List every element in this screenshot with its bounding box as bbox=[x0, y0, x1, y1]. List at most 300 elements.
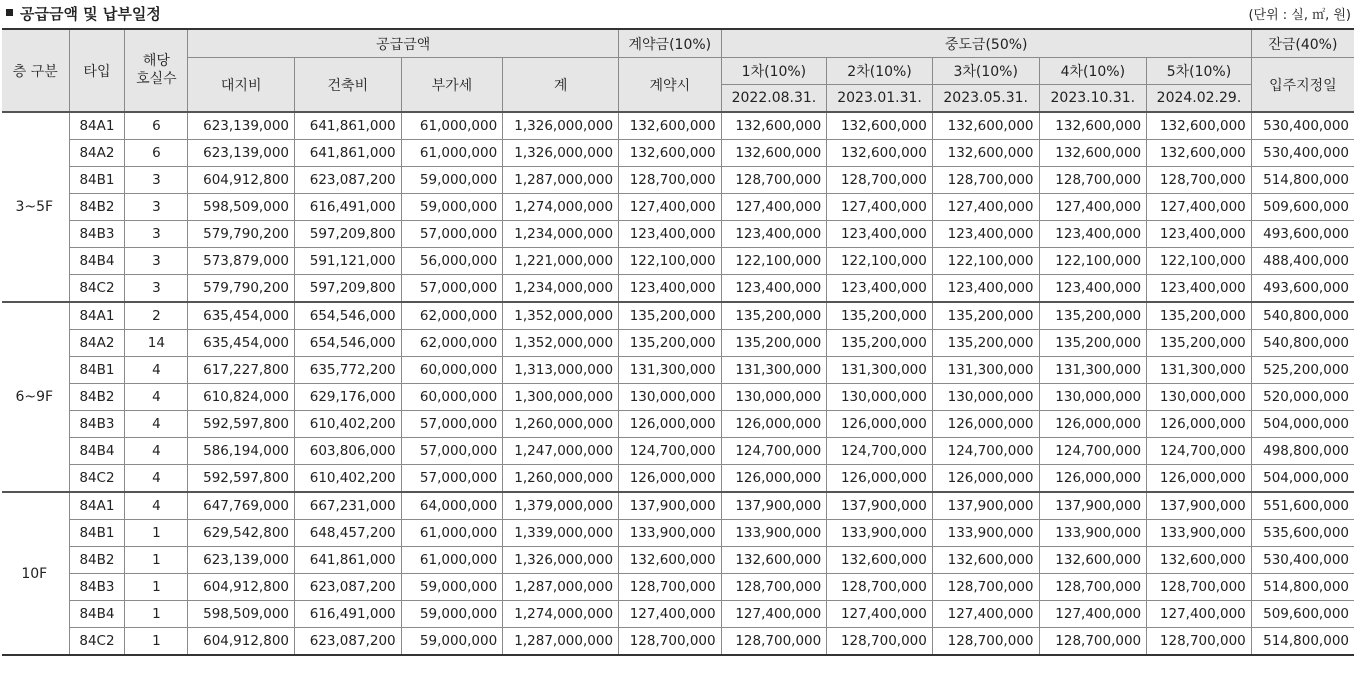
amount-cell: 1,300,000,000 bbox=[503, 384, 619, 411]
header-total: 계 bbox=[503, 58, 619, 113]
amount-cell: 57,000,000 bbox=[401, 465, 503, 493]
amount-cell: 132,600,000 bbox=[619, 547, 722, 574]
amount-cell: 667,231,000 bbox=[295, 492, 402, 520]
amount-cell: 509,600,000 bbox=[1251, 601, 1354, 628]
amount-cell: 132,600,000 bbox=[619, 140, 722, 167]
amount-cell: 514,800,000 bbox=[1251, 167, 1354, 194]
amount-cell: 1,352,000,000 bbox=[503, 302, 619, 330]
amount-cell: 128,700,000 bbox=[1039, 167, 1147, 194]
amount-cell: 61,000,000 bbox=[401, 547, 503, 574]
amount-cell: 509,600,000 bbox=[1251, 194, 1354, 221]
type-cell: 84B1 bbox=[69, 167, 125, 194]
amount-cell: 648,457,200 bbox=[295, 520, 402, 547]
table-row bbox=[2, 140, 1354, 167]
amount-cell: 132,600,000 bbox=[619, 112, 722, 140]
header-land: 대지비 bbox=[188, 58, 295, 113]
type-cell: 84B3 bbox=[69, 574, 125, 601]
amount-cell: 135,200,000 bbox=[619, 302, 722, 330]
units-cell: 4 bbox=[125, 384, 188, 411]
amount-cell: 573,879,000 bbox=[188, 248, 295, 275]
amount-cell: 1,260,000,000 bbox=[503, 411, 619, 438]
amount-cell: 635,454,000 bbox=[188, 330, 295, 357]
type-cell: 84B2 bbox=[69, 194, 125, 221]
type-cell: 84A2 bbox=[69, 330, 125, 357]
amount-cell: 130,000,000 bbox=[619, 384, 722, 411]
amount-cell: 127,400,000 bbox=[721, 194, 827, 221]
amount-cell: 610,824,000 bbox=[188, 384, 295, 411]
amount-cell: 135,200,000 bbox=[827, 302, 933, 330]
amount-cell: 130,000,000 bbox=[1147, 384, 1252, 411]
amount-cell: 126,000,000 bbox=[1147, 465, 1252, 493]
amount-cell: 1,274,000,000 bbox=[503, 194, 619, 221]
amount-cell: 540,800,000 bbox=[1251, 302, 1354, 330]
amount-cell: 598,509,000 bbox=[188, 194, 295, 221]
amount-cell: 123,400,000 bbox=[1147, 275, 1252, 303]
amount-cell: 132,600,000 bbox=[1147, 547, 1252, 574]
amount-cell: 132,600,000 bbox=[1147, 140, 1252, 167]
table-row bbox=[2, 628, 1354, 656]
floor-group bbox=[2, 112, 1354, 302]
header-type: 타입 bbox=[69, 29, 125, 112]
amount-cell: 530,400,000 bbox=[1251, 140, 1354, 167]
amount-cell: 59,000,000 bbox=[401, 628, 503, 656]
amount-cell: 598,509,000 bbox=[188, 601, 295, 628]
floor-label: 6~9F bbox=[2, 302, 69, 492]
amount-cell: 579,790,200 bbox=[188, 275, 295, 303]
type-cell: 84B2 bbox=[69, 384, 125, 411]
table-row bbox=[2, 492, 1354, 520]
amount-cell: 131,300,000 bbox=[827, 357, 933, 384]
amount-cell: 128,700,000 bbox=[827, 167, 933, 194]
table-row bbox=[2, 411, 1354, 438]
type-cell: 84B4 bbox=[69, 438, 125, 465]
amount-cell: 132,600,000 bbox=[721, 140, 827, 167]
amount-cell: 132,600,000 bbox=[827, 140, 933, 167]
unit-note: (단위 : 실, ㎡, 원) bbox=[1248, 8, 1351, 23]
amount-cell: 1,260,000,000 bbox=[503, 465, 619, 493]
amount-cell: 623,139,000 bbox=[188, 547, 295, 574]
units-cell: 4 bbox=[125, 438, 188, 465]
amount-cell: 127,400,000 bbox=[1039, 194, 1147, 221]
units-cell: 4 bbox=[125, 411, 188, 438]
amount-cell: 635,772,200 bbox=[295, 357, 402, 384]
units-cell: 2 bbox=[125, 302, 188, 330]
amount-cell: 128,700,000 bbox=[619, 167, 722, 194]
amount-cell: 1,313,000,000 bbox=[503, 357, 619, 384]
table-row bbox=[2, 302, 1354, 330]
amount-cell: 128,700,000 bbox=[1039, 574, 1147, 601]
amount-cell: 604,912,800 bbox=[188, 167, 295, 194]
units-cell: 1 bbox=[125, 628, 188, 656]
type-cell: 84B1 bbox=[69, 520, 125, 547]
amount-cell: 133,900,000 bbox=[721, 520, 827, 547]
amount-cell: 57,000,000 bbox=[401, 275, 503, 303]
units-cell: 3 bbox=[125, 194, 188, 221]
amount-cell: 514,800,000 bbox=[1251, 574, 1354, 601]
amount-cell: 135,200,000 bbox=[932, 330, 1039, 357]
amount-cell: 135,200,000 bbox=[827, 330, 933, 357]
amount-cell: 623,139,000 bbox=[188, 140, 295, 167]
type-cell: 84C2 bbox=[69, 628, 125, 656]
amount-cell: 137,900,000 bbox=[1147, 492, 1252, 520]
table-row bbox=[2, 194, 1354, 221]
amount-cell: 133,900,000 bbox=[827, 520, 933, 547]
type-cell: 84B3 bbox=[69, 411, 125, 438]
type-cell: 84B3 bbox=[69, 221, 125, 248]
header-middle: 중도금(50%) bbox=[721, 29, 1251, 58]
table-row bbox=[2, 384, 1354, 411]
units-cell: 1 bbox=[125, 520, 188, 547]
units-cell: 4 bbox=[125, 465, 188, 493]
amount-cell: 57,000,000 bbox=[401, 438, 503, 465]
amount-cell: 604,912,800 bbox=[188, 574, 295, 601]
amount-cell: 128,700,000 bbox=[932, 628, 1039, 656]
amount-cell: 540,800,000 bbox=[1251, 330, 1354, 357]
table-row bbox=[2, 330, 1354, 357]
amount-cell: 1,379,000,000 bbox=[503, 492, 619, 520]
table-row bbox=[2, 438, 1354, 465]
amount-cell: 525,200,000 bbox=[1251, 357, 1354, 384]
amount-cell: 126,000,000 bbox=[1039, 411, 1147, 438]
amount-cell: 128,700,000 bbox=[721, 628, 827, 656]
type-cell: 84A1 bbox=[69, 492, 125, 520]
amount-cell: 127,400,000 bbox=[619, 194, 722, 221]
amount-cell: 60,000,000 bbox=[401, 357, 503, 384]
amount-cell: 131,300,000 bbox=[932, 357, 1039, 384]
amount-cell: 128,700,000 bbox=[932, 167, 1039, 194]
amount-cell: 132,600,000 bbox=[1039, 140, 1147, 167]
amount-cell: 493,600,000 bbox=[1251, 221, 1354, 248]
amount-cell: 124,700,000 bbox=[721, 438, 827, 465]
header-balance-sub: 입주지정일 bbox=[1251, 58, 1354, 113]
amount-cell: 126,000,000 bbox=[721, 411, 827, 438]
amount-cell: 123,400,000 bbox=[932, 275, 1039, 303]
amount-cell: 131,300,000 bbox=[1147, 357, 1252, 384]
amount-cell: 132,600,000 bbox=[1039, 547, 1147, 574]
amount-cell: 1,339,000,000 bbox=[503, 520, 619, 547]
amount-cell: 64,000,000 bbox=[401, 492, 503, 520]
amount-cell: 629,542,800 bbox=[188, 520, 295, 547]
amount-cell: 62,000,000 bbox=[401, 302, 503, 330]
amount-cell: 133,900,000 bbox=[619, 520, 722, 547]
type-cell: 84C2 bbox=[69, 465, 125, 493]
amount-cell: 592,597,800 bbox=[188, 465, 295, 493]
amount-cell: 127,400,000 bbox=[827, 194, 933, 221]
amount-cell: 623,139,000 bbox=[188, 112, 295, 140]
amount-cell: 59,000,000 bbox=[401, 601, 503, 628]
amount-cell: 132,600,000 bbox=[1039, 112, 1147, 140]
amount-cell: 131,300,000 bbox=[721, 357, 827, 384]
amount-cell: 126,000,000 bbox=[721, 465, 827, 493]
amount-cell: 493,600,000 bbox=[1251, 275, 1354, 303]
amount-cell: 123,400,000 bbox=[1147, 221, 1252, 248]
amount-cell: 128,700,000 bbox=[619, 574, 722, 601]
type-cell: 84B4 bbox=[69, 601, 125, 628]
amount-cell: 122,100,000 bbox=[721, 248, 827, 275]
amount-cell: 59,000,000 bbox=[401, 167, 503, 194]
amount-cell: 127,400,000 bbox=[827, 601, 933, 628]
table-row bbox=[2, 465, 1354, 493]
amount-cell: 135,200,000 bbox=[1147, 330, 1252, 357]
amount-cell: 1,287,000,000 bbox=[503, 167, 619, 194]
amount-cell: 123,400,000 bbox=[1039, 275, 1147, 303]
amount-cell: 62,000,000 bbox=[401, 330, 503, 357]
table-row bbox=[2, 357, 1354, 384]
amount-cell: 123,400,000 bbox=[932, 221, 1039, 248]
header-building: 건축비 bbox=[295, 58, 402, 113]
header-middle-5: 5차(10%) bbox=[1147, 58, 1252, 85]
amount-cell: 488,400,000 bbox=[1251, 248, 1354, 275]
amount-cell: 137,900,000 bbox=[721, 492, 827, 520]
amount-cell: 530,400,000 bbox=[1251, 112, 1354, 140]
table-row bbox=[2, 547, 1354, 574]
amount-cell: 130,000,000 bbox=[1039, 384, 1147, 411]
amount-cell: 635,454,000 bbox=[188, 302, 295, 330]
units-cell: 6 bbox=[125, 140, 188, 167]
amount-cell: 1,234,000,000 bbox=[503, 221, 619, 248]
amount-cell: 135,200,000 bbox=[1039, 302, 1147, 330]
amount-cell: 128,700,000 bbox=[827, 628, 933, 656]
units-cell: 14 bbox=[125, 330, 188, 357]
amount-cell: 126,000,000 bbox=[619, 411, 722, 438]
amount-cell: 60,000,000 bbox=[401, 384, 503, 411]
table-row bbox=[2, 167, 1354, 194]
header-date-3: 2023.05.31. bbox=[932, 85, 1039, 113]
floor-label: 3~5F bbox=[2, 112, 69, 302]
header-units: 해당 호실수 bbox=[125, 29, 188, 112]
amount-cell: 1,234,000,000 bbox=[503, 275, 619, 303]
amount-cell: 124,700,000 bbox=[1147, 438, 1252, 465]
amount-cell: 647,769,000 bbox=[188, 492, 295, 520]
amount-cell: 623,087,200 bbox=[295, 574, 402, 601]
amount-cell: 586,194,000 bbox=[188, 438, 295, 465]
units-cell: 3 bbox=[125, 167, 188, 194]
amount-cell: 127,400,000 bbox=[932, 194, 1039, 221]
amount-cell: 61,000,000 bbox=[401, 520, 503, 547]
amount-cell: 137,900,000 bbox=[827, 492, 933, 520]
header-middle-4: 4차(10%) bbox=[1039, 58, 1147, 85]
amount-cell: 132,600,000 bbox=[932, 112, 1039, 140]
amount-cell: 128,700,000 bbox=[1147, 628, 1252, 656]
amount-cell: 1,287,000,000 bbox=[503, 628, 619, 656]
amount-cell: 133,900,000 bbox=[932, 520, 1039, 547]
units-cell: 4 bbox=[125, 357, 188, 384]
amount-cell: 504,000,000 bbox=[1251, 465, 1354, 493]
amount-cell: 135,200,000 bbox=[721, 330, 827, 357]
table-header bbox=[2, 29, 1354, 112]
amount-cell: 135,200,000 bbox=[932, 302, 1039, 330]
amount-cell: 1,326,000,000 bbox=[503, 547, 619, 574]
amount-cell: 128,700,000 bbox=[721, 167, 827, 194]
table-row bbox=[2, 221, 1354, 248]
amount-cell: 123,400,000 bbox=[619, 275, 722, 303]
header-date-2: 2023.01.31. bbox=[827, 85, 933, 113]
amount-cell: 504,000,000 bbox=[1251, 411, 1354, 438]
amount-cell: 127,400,000 bbox=[619, 601, 722, 628]
page-title-text: 공급금액 및 납부일정 bbox=[20, 5, 161, 23]
amount-cell: 122,100,000 bbox=[1039, 248, 1147, 275]
amount-cell: 126,000,000 bbox=[827, 465, 933, 493]
header-contract-sub: 계약시 bbox=[619, 58, 722, 113]
amount-cell: 1,326,000,000 bbox=[503, 140, 619, 167]
amount-cell: 132,600,000 bbox=[721, 547, 827, 574]
amount-cell: 1,352,000,000 bbox=[503, 330, 619, 357]
amount-cell: 122,100,000 bbox=[619, 248, 722, 275]
amount-cell: 132,600,000 bbox=[932, 547, 1039, 574]
header-middle-3: 3차(10%) bbox=[932, 58, 1039, 85]
amount-cell: 56,000,000 bbox=[401, 248, 503, 275]
table-row bbox=[2, 601, 1354, 628]
amount-cell: 122,100,000 bbox=[932, 248, 1039, 275]
page-title bbox=[6, 3, 161, 24]
header-middle-2: 2차(10%) bbox=[827, 58, 933, 85]
type-cell: 84B2 bbox=[69, 547, 125, 574]
amount-cell: 126,000,000 bbox=[619, 465, 722, 493]
amount-cell: 126,000,000 bbox=[932, 465, 1039, 493]
amount-cell: 124,700,000 bbox=[827, 438, 933, 465]
amount-cell: 520,000,000 bbox=[1251, 384, 1354, 411]
amount-cell: 132,600,000 bbox=[827, 547, 933, 574]
amount-cell: 123,400,000 bbox=[1039, 221, 1147, 248]
amount-cell: 132,600,000 bbox=[721, 112, 827, 140]
amount-cell: 597,209,800 bbox=[295, 221, 402, 248]
amount-cell: 130,000,000 bbox=[932, 384, 1039, 411]
amount-cell: 128,700,000 bbox=[619, 628, 722, 656]
units-cell: 3 bbox=[125, 275, 188, 303]
type-cell: 84B1 bbox=[69, 357, 125, 384]
amount-cell: 623,087,200 bbox=[295, 628, 402, 656]
amount-cell: 133,900,000 bbox=[1147, 520, 1252, 547]
type-cell: 84A1 bbox=[69, 112, 125, 140]
amount-cell: 579,790,200 bbox=[188, 221, 295, 248]
amount-cell: 130,000,000 bbox=[827, 384, 933, 411]
amount-cell: 124,700,000 bbox=[1039, 438, 1147, 465]
amount-cell: 535,600,000 bbox=[1251, 520, 1354, 547]
amount-cell: 1,287,000,000 bbox=[503, 574, 619, 601]
header-date-1: 2022.08.31. bbox=[721, 85, 827, 113]
amount-cell: 127,400,000 bbox=[932, 601, 1039, 628]
amount-cell: 137,900,000 bbox=[619, 492, 722, 520]
amount-cell: 1,274,000,000 bbox=[503, 601, 619, 628]
table-row bbox=[2, 248, 1354, 275]
amount-cell: 498,800,000 bbox=[1251, 438, 1354, 465]
amount-cell: 126,000,000 bbox=[932, 411, 1039, 438]
table-row bbox=[2, 574, 1354, 601]
units-cell: 4 bbox=[125, 492, 188, 520]
amount-cell: 123,400,000 bbox=[721, 275, 827, 303]
header-vat: 부가세 bbox=[401, 58, 503, 113]
amount-cell: 126,000,000 bbox=[1147, 411, 1252, 438]
amount-cell: 128,700,000 bbox=[721, 574, 827, 601]
amount-cell: 654,546,000 bbox=[295, 302, 402, 330]
amount-cell: 126,000,000 bbox=[1039, 465, 1147, 493]
supply-price-table bbox=[2, 28, 1354, 656]
amount-cell: 131,300,000 bbox=[619, 357, 722, 384]
amount-cell: 137,900,000 bbox=[932, 492, 1039, 520]
amount-cell: 1,326,000,000 bbox=[503, 112, 619, 140]
table-row bbox=[2, 112, 1354, 140]
type-cell: 84A1 bbox=[69, 302, 125, 330]
header-middle-1: 1차(10%) bbox=[721, 58, 827, 85]
amount-cell: 135,200,000 bbox=[619, 330, 722, 357]
floor-group bbox=[2, 492, 1354, 655]
amount-cell: 124,700,000 bbox=[932, 438, 1039, 465]
floor-label: 10F bbox=[2, 492, 69, 655]
header-floor: 층 구분 bbox=[2, 29, 69, 112]
amount-cell: 623,087,200 bbox=[295, 167, 402, 194]
units-cell: 1 bbox=[125, 574, 188, 601]
amount-cell: 127,400,000 bbox=[1147, 194, 1252, 221]
amount-cell: 610,402,200 bbox=[295, 411, 402, 438]
amount-cell: 132,600,000 bbox=[932, 140, 1039, 167]
amount-cell: 597,209,800 bbox=[295, 275, 402, 303]
amount-cell: 610,402,200 bbox=[295, 465, 402, 493]
amount-cell: 130,000,000 bbox=[721, 384, 827, 411]
table-row bbox=[2, 520, 1354, 547]
amount-cell: 57,000,000 bbox=[401, 411, 503, 438]
amount-cell: 135,200,000 bbox=[1039, 330, 1147, 357]
amount-cell: 629,176,000 bbox=[295, 384, 402, 411]
amount-cell: 591,121,000 bbox=[295, 248, 402, 275]
amount-cell: 127,400,000 bbox=[721, 601, 827, 628]
amount-cell: 604,912,800 bbox=[188, 628, 295, 656]
amount-cell: 128,700,000 bbox=[932, 574, 1039, 601]
amount-cell: 122,100,000 bbox=[1147, 248, 1252, 275]
amount-cell: 123,400,000 bbox=[619, 221, 722, 248]
amount-cell: 123,400,000 bbox=[827, 221, 933, 248]
amount-cell: 61,000,000 bbox=[401, 112, 503, 140]
amount-cell: 551,600,000 bbox=[1251, 492, 1354, 520]
amount-cell: 135,200,000 bbox=[721, 302, 827, 330]
amount-cell: 641,861,000 bbox=[295, 140, 402, 167]
amount-cell: 132,600,000 bbox=[827, 112, 933, 140]
units-cell: 1 bbox=[125, 601, 188, 628]
amount-cell: 641,861,000 bbox=[295, 547, 402, 574]
header-date-5: 2024.02.29. bbox=[1147, 85, 1252, 113]
header-supply: 공급금액 bbox=[188, 29, 619, 58]
amount-cell: 135,200,000 bbox=[1147, 302, 1252, 330]
table-row bbox=[2, 275, 1354, 303]
amount-cell: 514,800,000 bbox=[1251, 628, 1354, 656]
type-cell: 84A2 bbox=[69, 140, 125, 167]
amount-cell: 1,247,000,000 bbox=[503, 438, 619, 465]
amount-cell: 137,900,000 bbox=[1039, 492, 1147, 520]
floor-group bbox=[2, 302, 1354, 492]
amount-cell: 603,806,000 bbox=[295, 438, 402, 465]
amount-cell: 132,600,000 bbox=[1147, 112, 1252, 140]
amount-cell: 128,700,000 bbox=[1147, 167, 1252, 194]
amount-cell: 59,000,000 bbox=[401, 194, 503, 221]
amount-cell: 59,000,000 bbox=[401, 574, 503, 601]
amount-cell: 127,400,000 bbox=[1039, 601, 1147, 628]
amount-cell: 128,700,000 bbox=[827, 574, 933, 601]
amount-cell: 1,221,000,000 bbox=[503, 248, 619, 275]
header-date-4: 2023.10.31. bbox=[1039, 85, 1147, 113]
amount-cell: 654,546,000 bbox=[295, 330, 402, 357]
amount-cell: 616,491,000 bbox=[295, 601, 402, 628]
type-cell: 84B4 bbox=[69, 248, 125, 275]
amount-cell: 126,000,000 bbox=[827, 411, 933, 438]
amount-cell: 128,700,000 bbox=[1039, 628, 1147, 656]
amount-cell: 124,700,000 bbox=[619, 438, 722, 465]
amount-cell: 61,000,000 bbox=[401, 140, 503, 167]
amount-cell: 57,000,000 bbox=[401, 221, 503, 248]
amount-cell: 127,400,000 bbox=[1147, 601, 1252, 628]
amount-cell: 133,900,000 bbox=[1039, 520, 1147, 547]
header-contract: 계약금(10%) bbox=[619, 29, 722, 58]
amount-cell: 122,100,000 bbox=[827, 248, 933, 275]
units-cell: 1 bbox=[125, 547, 188, 574]
